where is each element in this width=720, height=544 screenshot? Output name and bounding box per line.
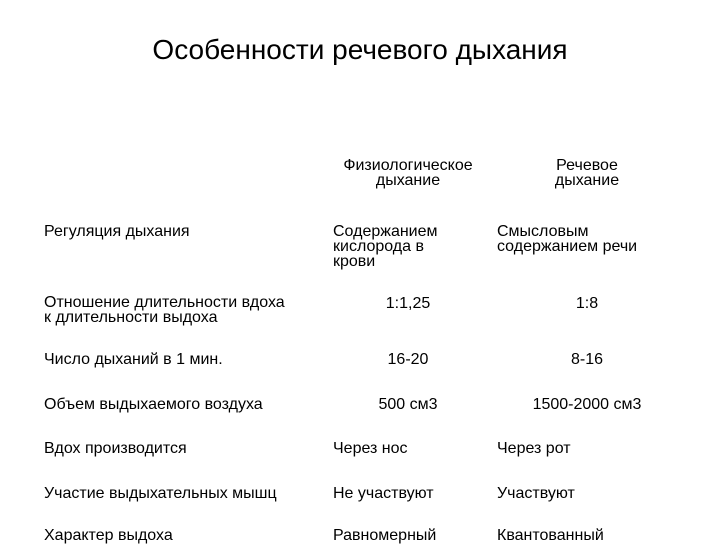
row-speech-value: 1:8 [575,295,599,312]
page-title: Особенности речевого дыхания [152,34,568,65]
row-label: Число дыханий в 1 мин. [44,351,223,368]
row-physiological-value: 500 см3 [378,396,438,413]
row-physiological-value: Содержанием кислорода в крови [333,223,438,270]
row-speech-value: Квантованный [497,527,604,544]
row-speech-value: 1500-2000 см3 [532,396,642,413]
row-physiological-value: 1:1,25 [385,295,431,312]
row-physiological-value: Через нос [333,440,408,457]
row-label: Вдох производится [44,440,187,457]
row-speech-value: Смысловым содержанием речи [497,223,638,255]
row-physiological-value: 16-20 [387,351,429,368]
row-physiological-value: Не участвуют [333,485,434,502]
header-speech: Речевое дыхание [554,157,620,189]
row-label: Регуляция дыхания [44,223,190,240]
row-speech-value: Участвуют [497,485,575,502]
row-label: Характер выдоха [44,527,173,544]
row-speech-value: 8-16 [570,351,604,368]
row-label: Отношение длительности вдоха к длительности выдоха [44,294,285,326]
row-label: Участие выдыхательных мышц [44,485,277,502]
header-physiological: Физиологическое дыхание [343,157,473,189]
row-physiological-value: Равномерный [333,527,437,544]
row-speech-value: Через рот [497,440,571,457]
row-label: Объем выдыхаемого воздуха [44,396,263,413]
